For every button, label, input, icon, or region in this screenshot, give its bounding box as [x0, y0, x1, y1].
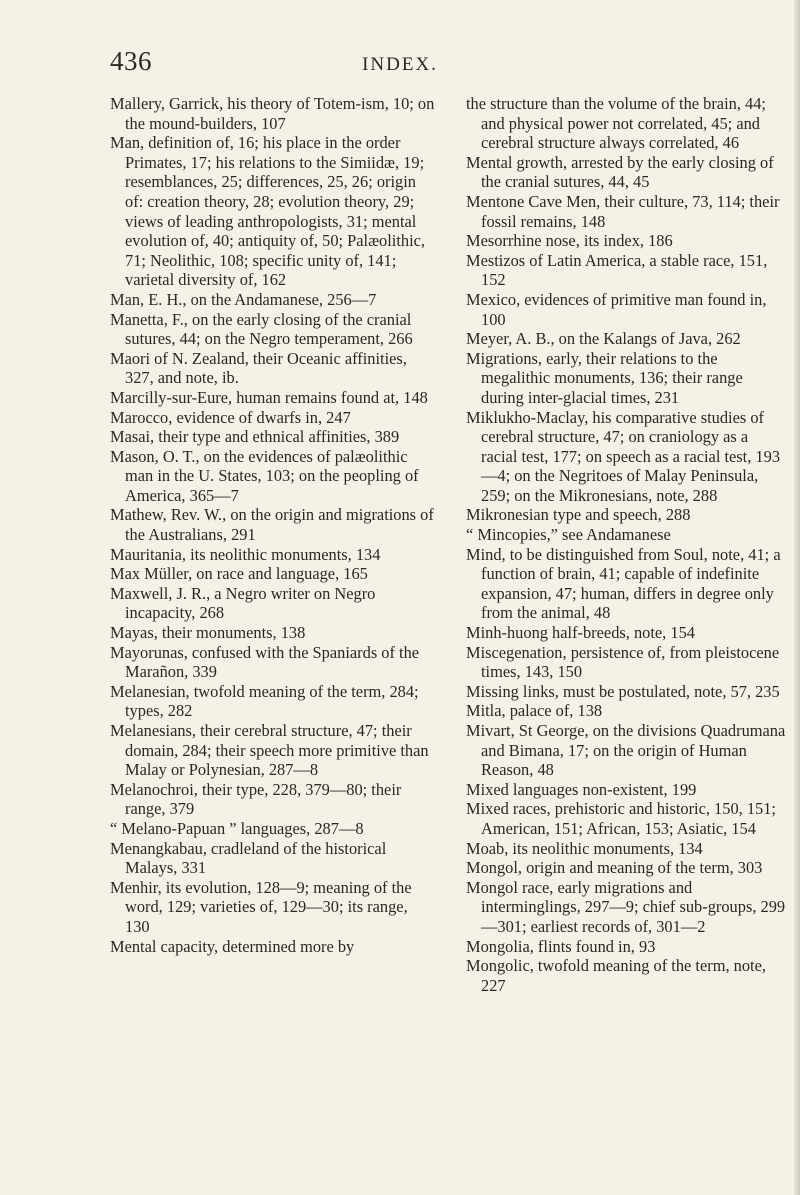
- index-entry: Mental capacity, determined more by: [110, 936, 355, 956]
- index-entry: Marcilly-sur-Eure, human remains found at, 148: [110, 387, 428, 407]
- index-entry: Mauritania, its neolithic monuments, 134: [110, 544, 381, 564]
- index-entry: the structure than the volume of the brain, 44; and physical power not correlated, 45; and cerebral structure always correlated, 46: [466, 94, 766, 153]
- index-column-left: [110, 94, 435, 956]
- page-edge: [794, 0, 800, 1195]
- index-entry: Mason, O. T., on the evidences of palæolithic man in the U. States, 103; on the peopling of America, 365—7: [110, 446, 419, 505]
- index-entry: Missing links, must be postulated, note, 57, 235: [466, 681, 780, 701]
- index-entry: Mitla, palace of, 138: [466, 701, 603, 721]
- index-entry: Mongolic, twofold meaning of the term, note, 227: [466, 956, 766, 995]
- index-entry: Mental growth, arrested by the early closing of the cranial sutures, 44, 45: [466, 152, 774, 192]
- index-entry: Marocco, evidence of dwarfs in, 247: [110, 407, 351, 427]
- index-entry: Miklukho-Maclay, his comparative studies of cerebral structure, 47; on craniology as a racial test, 177; on speech as a racial test, 193—4; on the Negritoes of Malay Peninsula, 259; on the Mikronesians, note, 288: [466, 407, 781, 505]
- index-entry: Minh-huong half-breeds, note, 154: [466, 623, 695, 643]
- index-entry: Menhir, its evolution, 128—9; meaning of the word, 129; varieties of, 129—30; its range, 130: [110, 877, 412, 936]
- index-entry: Meyer, A. B., on the Kalangs of Java, 262: [466, 329, 741, 349]
- index-entry: Melanesians, their cerebral structure, 47; their domain, 284; their speech more primitive than Malay or Polynesian, 287—8: [110, 721, 429, 780]
- index-entry: Melanochroi, their type, 228, 379—80; their range, 379: [110, 779, 402, 819]
- index-entry: Mayorunas, confused with the Spaniards of the Marañon, 339: [110, 642, 420, 682]
- index-entry: Mesorrhine nose, its index, 186: [466, 231, 673, 251]
- index-entry: Mivart, St George, on the divisions Quadrumana and Bimana, 17; on the origin of Human Reason, 48: [466, 721, 786, 780]
- index-entry: Mexico, evidences of primitive man found in, 100: [466, 289, 767, 329]
- index-entry: “ Melano-Papuan ” languages, 287—8: [110, 818, 364, 838]
- index-entry: Mixed races, prehistoric and historic, 150, 151; American, 151; African, 153; Asiatic, 154: [466, 799, 776, 838]
- index-entry: Max Müller, on race and language, 165: [110, 564, 368, 584]
- index-entry: Melanesian, twofold meaning of the term, 284; types, 282: [110, 681, 419, 721]
- index-entry: Miscegenation, persistence of, from pleistocene times, 143, 150: [466, 642, 780, 682]
- index-entry: Mallery, Garrick, his theory of Totem-ism, 10; on the mound-builders, 107: [110, 94, 435, 133]
- index-entry: Maori of N. Zealand, their Oceanic affinities, 327, and note, ib.: [110, 348, 407, 388]
- index-entry: Mikronesian type and speech, 288: [466, 505, 691, 525]
- index-entry: Menangkabau, cradleland of the historical Malays, 331: [110, 838, 387, 878]
- index-entry: Migrations, early, their relations to the megalithic monuments, 136; their range during inter-glacial times, 231: [466, 348, 743, 407]
- running-head: INDEX.: [362, 54, 438, 75]
- page-number: 436: [110, 46, 152, 76]
- index-entry: Mongol race, early migrations and interminglings, 297—9; chief sub-groups, 299—301; earliest records of, 301—2: [466, 877, 786, 936]
- index-entry: Mongol, origin and meaning of the term, 303: [466, 858, 763, 878]
- index-entry: Mestizos of Latin America, a stable race, 151, 152: [466, 250, 768, 290]
- index-entry: Man, E. H., on the Andamanese, 256—7: [110, 289, 377, 309]
- index-entry: Mayas, their monuments, 138: [110, 623, 306, 643]
- index-entry: Moab, its neolithic monuments, 134: [466, 838, 703, 858]
- page-header: [0, 46, 800, 80]
- index-entry: Maxwell, J. R., a Negro writer on Negro incapacity, 268: [110, 583, 376, 623]
- index-entry: Mathew, Rev. W., on the origin and migrations of the Australians, 291: [110, 505, 434, 545]
- index-column-right: [466, 94, 786, 995]
- index-entry: Manetta, F., on the early closing of the cranial sutures, 44; on the Negro temperament, 266: [110, 309, 413, 349]
- index-entry: Mongolia, flints found in, 93: [466, 936, 656, 956]
- index-entry: Mind, to be distinguished from Soul, note, 41; a function of brain, 41; capable of indefinite expansion, 47; human, differs in degree only from the animal, 48: [466, 544, 781, 623]
- index-entry: Man, definition of, 16; his place in the order Primates, 17; his relations to the Simiidæ, 19; resemblances, 25; differences, 25, 26; origin of: creation theory, 28; evolution theory, 29; views of leading anthropologists, 31; mental evolution of, 40; antiquity of, 50; Palæolithic, 71; Neolithic, 108; specific unity of, 141; varietal diversity of, 162: [110, 133, 426, 290]
- index-entry: Masai, their type and ethnical affinities, 389: [110, 427, 400, 447]
- index-entry: Mixed languages non-existent, 199: [466, 779, 697, 799]
- index-entry: Mentone Cave Men, their culture, 73, 114; their fossil remains, 148: [466, 191, 780, 231]
- index-entry: “ Mincopies,” see Andamanese: [466, 525, 671, 545]
